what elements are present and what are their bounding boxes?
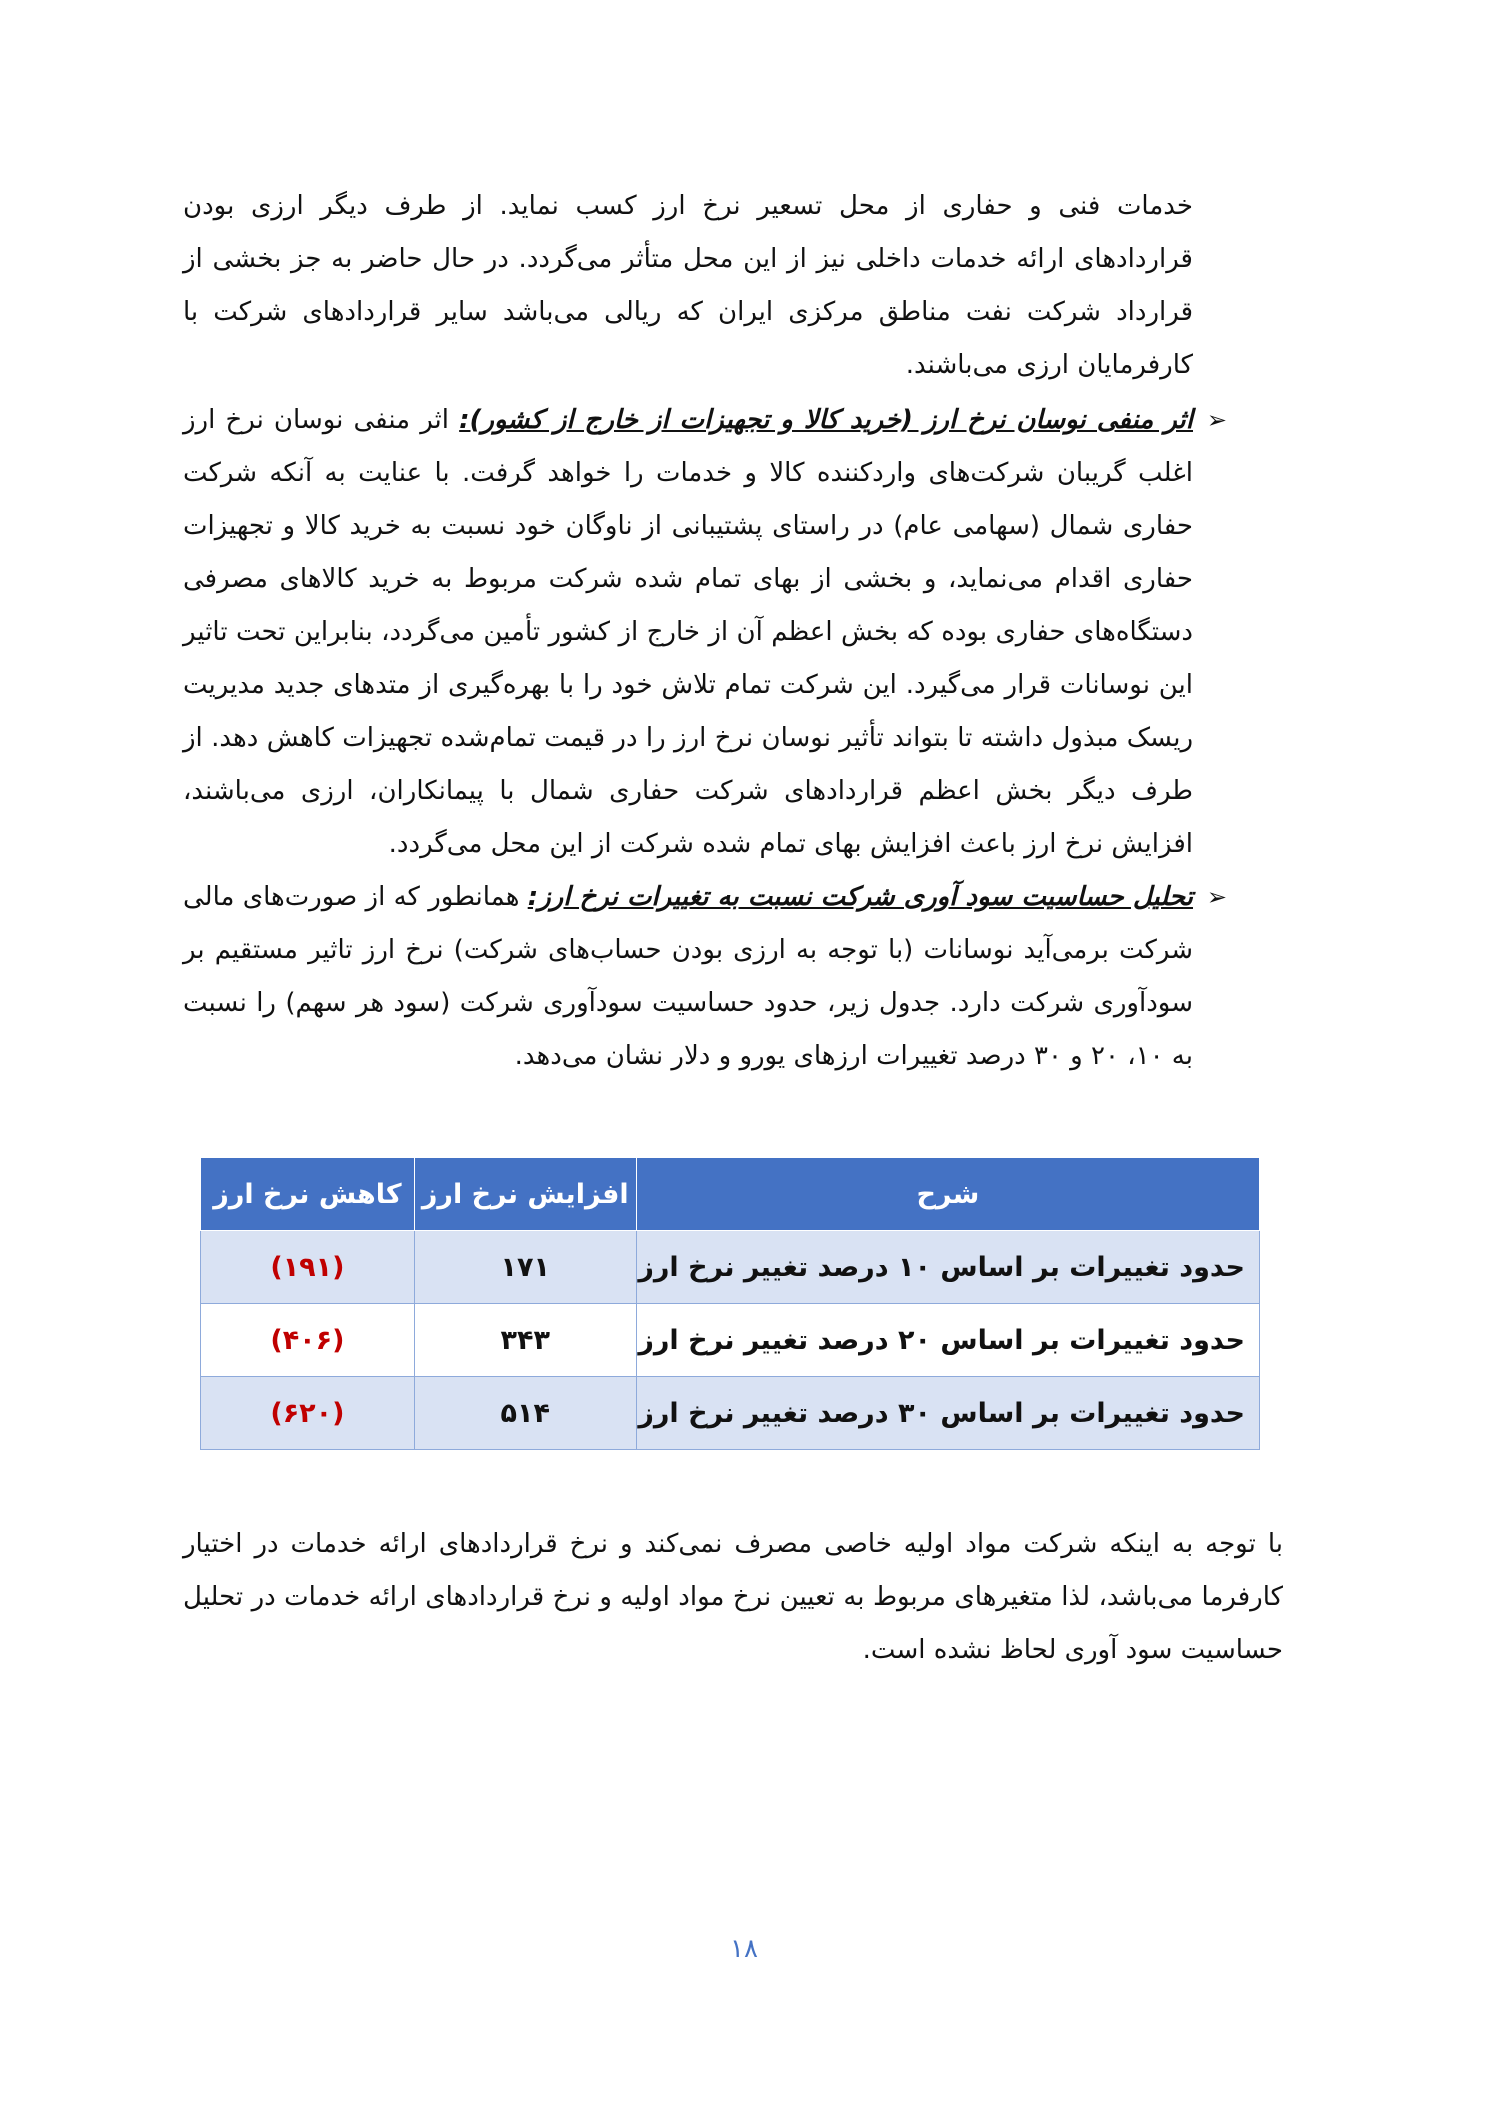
bullet-title: اثر منفی نوسان نرخ ارز (خرید کالا و تجهیزات از خارج از کشور):	[459, 405, 1193, 435]
sensitivity-table	[200, 1157, 1260, 1450]
table-row	[201, 1304, 1260, 1377]
bullet-item-sensitivity-analysis	[183, 871, 1227, 1083]
row-decrease: (۶۲۰)	[201, 1377, 415, 1450]
header-increase: افزایش نرخ ارز	[414, 1158, 636, 1231]
row-decrease: (۴۰۶)	[201, 1304, 415, 1377]
row-decrease: (۱۹۱)	[201, 1231, 415, 1304]
page-number: ۱۸	[730, 1934, 758, 1964]
bullet-list	[183, 394, 1227, 1083]
row-description: حدود تغییرات بر اساس ۲۰ درصد تغییر نرخ ارز	[636, 1304, 1259, 1377]
row-increase: ۳۴۳	[414, 1304, 636, 1377]
table-header-row	[201, 1158, 1260, 1231]
intro-paragraph	[183, 180, 1193, 392]
header-description: شرح	[636, 1158, 1259, 1231]
header-decrease: کاهش نرخ ارز	[201, 1158, 415, 1231]
bullet-item-currency-effect	[183, 394, 1227, 871]
row-description: حدود تغییرات بر اساس ۱۰ درصد تغییر نرخ ارز	[636, 1231, 1259, 1304]
arrowhead-bullet-icon: ➢	[1206, 406, 1227, 434]
intro-text: خدمات فنی و حفاری از محل تسعیر نرخ ارز کسب نماید. از طرف دیگر ارزی بودن قراردادهای ارائه خدمات داخلی نیز از این محل متأثر می‌گردد. در حال حاضر به جز بخشی از قرارداد شرکت نفت مناطق مرکزی ایران که ریالی می‌باشد سایر قراردادهای شرکت با کارفرمایان ارزی می‌باشند.	[183, 191, 1193, 380]
row-increase: ۵۱۴	[414, 1377, 636, 1450]
row-increase: ۱۷۱	[414, 1231, 636, 1304]
bullet-text: همانطور که از صورت‌های مالی شرکت برمی‌آید نوسانات (با توجه به ارزی بودن حساب‌های شرکت) نرخ ارز تاثیر مستقیم بر سودآوری شرکت دارد. جدول زیر، حدود حساسیت سودآوری شرکت (سود هر سهم) را نسبت به ۱۰، ۲۰ و ۳۰ درصد تغییرات ارزهای یورو و دلار نشان می‌دهد.	[183, 882, 1193, 1071]
closing-text: با توجه به اینکه شرکت مواد اولیه خاصی مصرف نمی‌کند و نرخ قراردادهای ارائه خدمات در اختیار کارفرما می‌باشد، لذا متغیرهای مربوط به تعیین نرخ مواد اولیه و نرخ قراردادهای ارائه خدمات در تحلیل حساسیت سود آوری لحاظ نشده است.	[183, 1529, 1283, 1665]
bullet-title: تحلیل حساسیت سود آوری شرکت نسبت به تغییرات نرخ ارز:	[527, 882, 1193, 912]
arrowhead-bullet-icon: ➢	[1206, 883, 1227, 911]
bullet-text: اثر منفی نوسان نرخ ارز اغلب گریبان شرکت‌های واردکننده کالا و خدمات را خواهد گرفت. با عنایت به آنکه شرکت حفاری شمال (سهامی عام) در راستای پشتیبانی از ناوگان خود نسبت به خرید کالا و تجهیزات حفاری اقدام می‌نماید، و بخشی از بهای تمام شده شرکت مربوط به خرید کالاهای مصرفی دستگاه‌های حفاری بوده که بخش اعظم آن از خارج از کشور تأمین می‌گردد، بنابراین تحت تاثیر این نوسانات قرار می‌گیرد. این شرکت تمام تلاش خود را با بهره‌گیری از متدهای جدید مدیریت ریسک مبذول داشته تا بتواند تأثیر نوسان نرخ ارز را در قیمت تمام‌شده تجهیزات کاهش دهد. از طرف دیگر بخش اعظم قراردادهای شرکت حفاری شمال با پیمانکاران، ارزی می‌باشند، افزایش نرخ ارز باعث افزایش بهای تمام شده شرکت از این محل می‌گردد.	[183, 405, 1193, 859]
table-row	[201, 1377, 1260, 1450]
table-row	[201, 1231, 1260, 1304]
row-description: حدود تغییرات بر اساس ۳۰ درصد تغییر نرخ ارز	[636, 1377, 1259, 1450]
closing-paragraph	[183, 1518, 1283, 1677]
